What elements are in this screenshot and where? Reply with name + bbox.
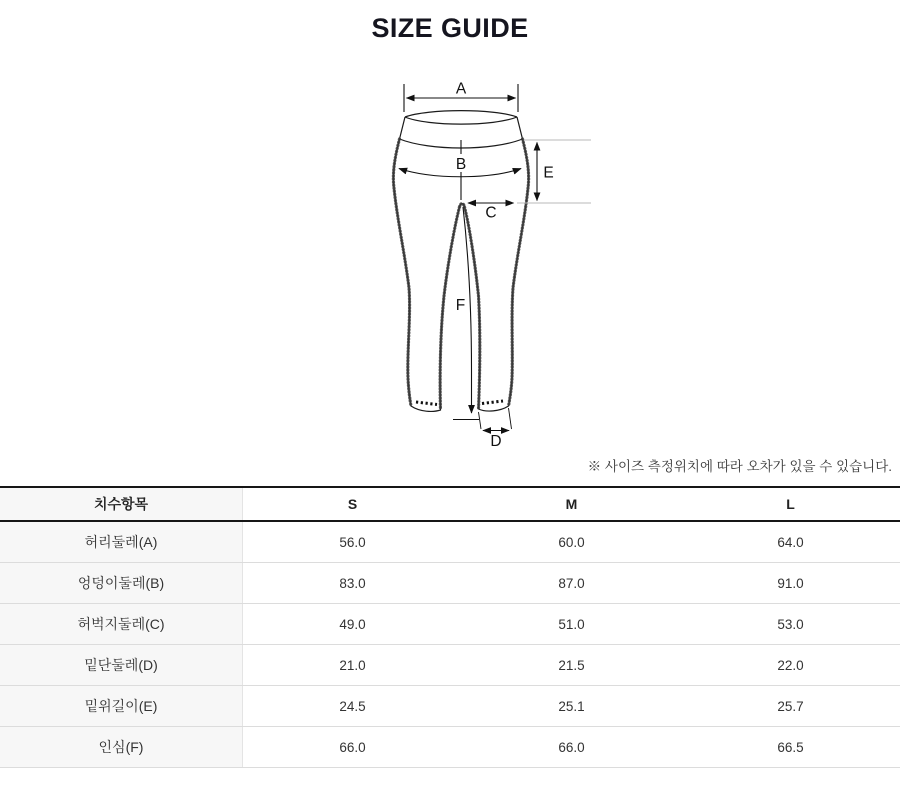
label-F: F: [455, 297, 466, 314]
table-row: [0, 727, 900, 768]
header-size-l: L: [786, 496, 795, 512]
table-row: [0, 604, 900, 645]
cell-size-l: 64.0: [777, 534, 804, 550]
header-size-s: S: [347, 496, 358, 512]
waistband-left-side: [400, 117, 406, 139]
size-table-body: [0, 522, 900, 768]
hem-stitching: [416, 401, 503, 405]
label-E: E: [543, 164, 554, 182]
cell-size-m: 21.5: [558, 657, 585, 673]
cell-size-s: 66.0: [339, 739, 366, 755]
row-measure-label: 엉덩이둘레(B): [0, 563, 243, 603]
waistband-top-rim: [405, 111, 517, 117]
row-measure-label: 밑위길이(E): [0, 686, 243, 726]
table-row: [0, 686, 900, 727]
header-size-m: M: [565, 496, 578, 512]
leggings-measurement-diagram: [370, 55, 610, 465]
cell-size-s: 56.0: [339, 534, 366, 550]
cell-size-l: 91.0: [777, 575, 804, 591]
waistband-right-side: [517, 117, 523, 139]
cell-size-l: 66.5: [777, 739, 804, 755]
measure-D: [479, 408, 512, 431]
table-row: [0, 563, 900, 604]
label-B: B: [455, 156, 467, 173]
cell-size-m: 87.0: [558, 575, 585, 591]
row-measure-label: 밑단둘레(D): [0, 645, 243, 685]
label-D: D: [490, 433, 502, 450]
label-C: C: [485, 204, 497, 222]
cell-size-m: 51.0: [558, 616, 585, 632]
table-row: [0, 645, 900, 686]
size-tolerance-note: ※ 사이즈 측정위치에 따라 오차가 있을 수 있습니다.: [587, 459, 892, 474]
size-table: [0, 486, 900, 768]
row-measure-label: 허벅지둘레(C): [0, 604, 243, 644]
waistband-opening: [405, 117, 517, 124]
row-measure-label: 인심(F): [0, 727, 243, 767]
cell-size-s: 49.0: [339, 616, 366, 632]
cell-size-l: 22.0: [777, 657, 804, 673]
cell-size-m: 60.0: [558, 534, 585, 550]
page-title: SIZE GUIDE: [371, 13, 529, 43]
cell-size-s: 24.5: [339, 698, 366, 714]
label-A: A: [455, 80, 467, 98]
cell-size-s: 83.0: [339, 575, 366, 591]
cell-size-m: 25.1: [558, 698, 585, 714]
cell-size-l: 53.0: [777, 616, 804, 632]
header-measure-item: 치수항목: [0, 488, 243, 520]
size-table-header-row: [0, 488, 900, 522]
cell-size-s: 21.0: [339, 657, 366, 673]
table-row: [0, 522, 900, 563]
cell-size-l: 25.7: [777, 698, 804, 714]
cell-size-m: 66.0: [558, 739, 585, 755]
row-measure-label: 허리둘레(A): [0, 522, 243, 562]
